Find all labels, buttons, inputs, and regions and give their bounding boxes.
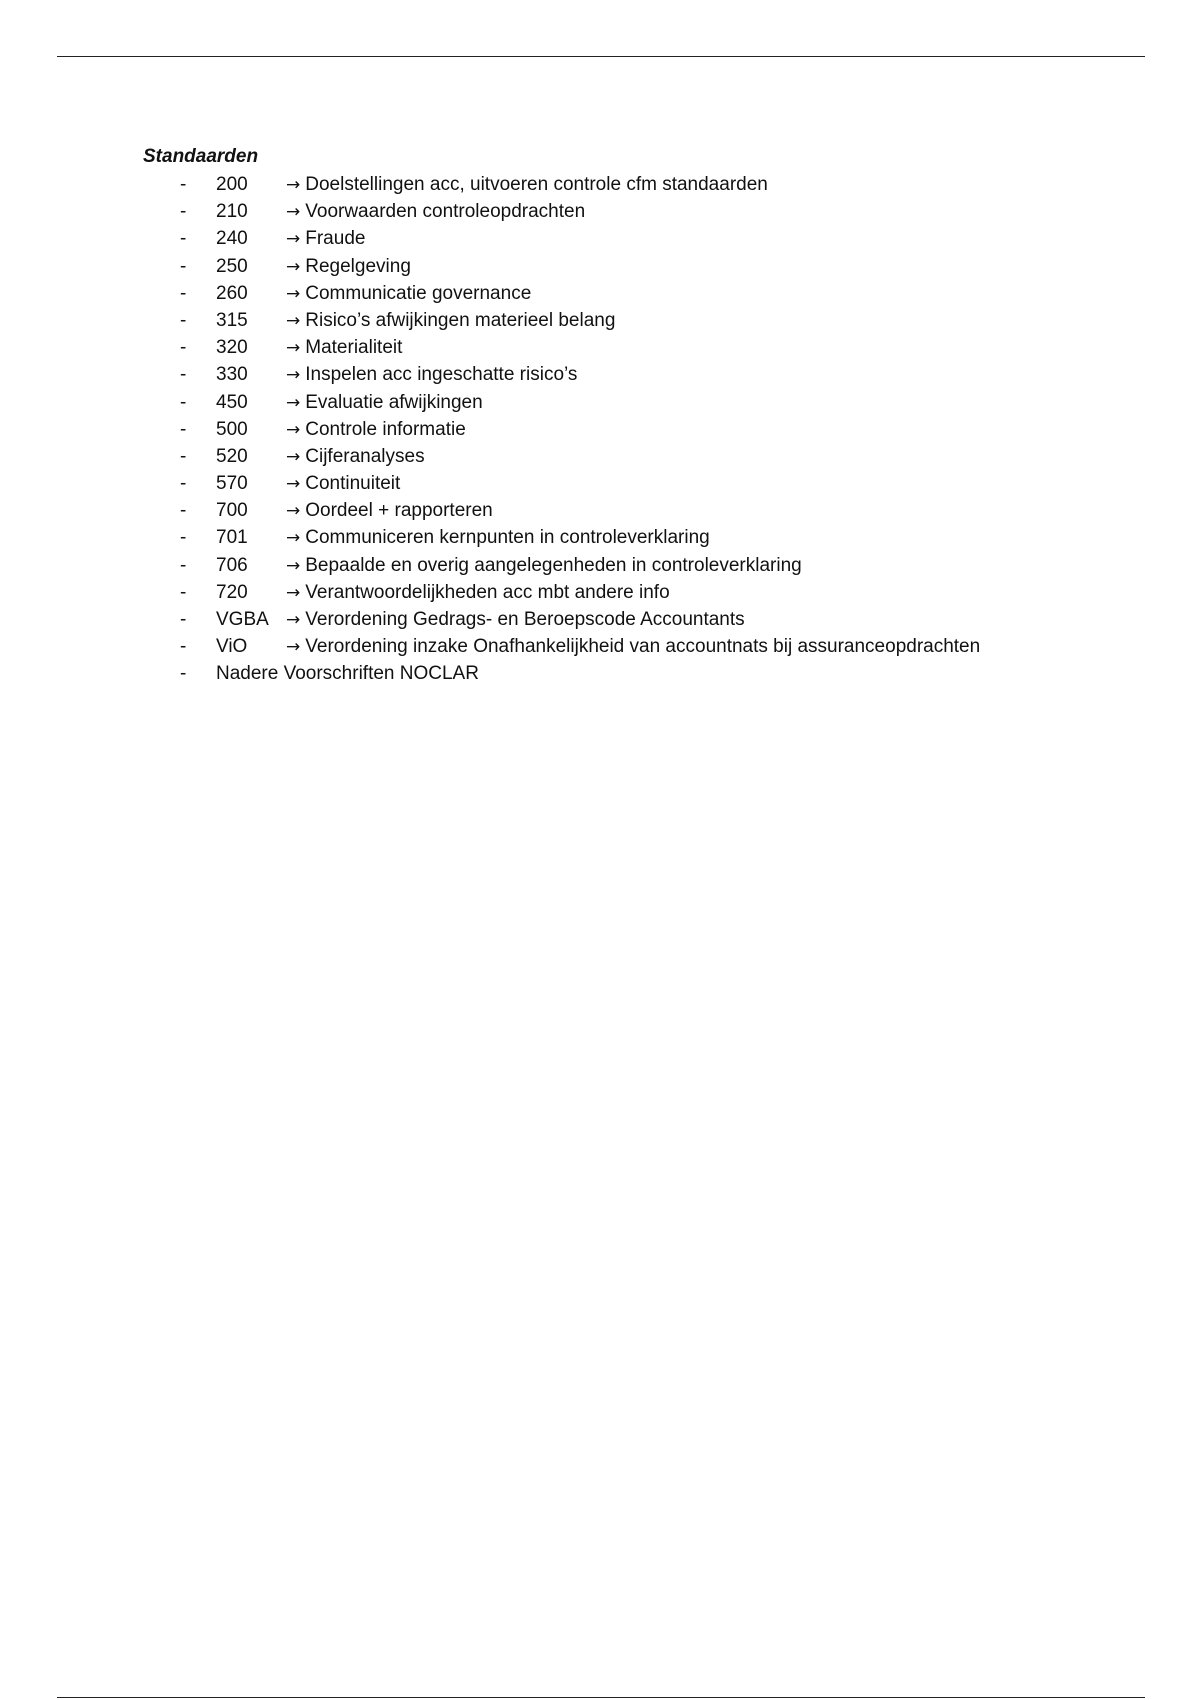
document-body xyxy=(143,144,1143,688)
arrow-right-icon: → xyxy=(286,392,301,413)
bullet-dash: - xyxy=(180,418,187,440)
standard-description xyxy=(286,524,710,552)
standard-code: 520 xyxy=(216,445,248,467)
standard-description-text: Controle informatie xyxy=(305,418,466,440)
standard-description xyxy=(286,443,425,471)
bullet-dash: - xyxy=(180,282,187,304)
list-item xyxy=(143,198,1143,225)
standard-description-text: Fraude xyxy=(305,228,366,250)
standard-description-text: Cijferanalyses xyxy=(305,445,425,467)
section-heading: Standaarden xyxy=(143,146,259,167)
standard-description xyxy=(286,253,411,281)
standard-description xyxy=(286,416,466,444)
arrow-right-icon: → xyxy=(286,365,301,386)
list-item xyxy=(143,497,1143,524)
standard-description xyxy=(286,389,483,417)
bullet-dash: - xyxy=(180,391,187,413)
standard-code: 570 xyxy=(216,473,248,495)
standard-code: 210 xyxy=(216,201,248,223)
list-item xyxy=(143,470,1143,497)
standard-description xyxy=(286,225,365,253)
bullet-dash: - xyxy=(180,581,187,603)
standard-description xyxy=(286,497,493,525)
list-item xyxy=(143,606,1143,633)
standard-description xyxy=(286,579,670,607)
standard-description xyxy=(286,552,802,580)
standard-code: 260 xyxy=(216,282,248,304)
standard-description xyxy=(286,606,745,634)
bullet-dash: - xyxy=(180,527,187,549)
bullet-dash: - xyxy=(180,445,187,467)
list-item xyxy=(143,225,1143,252)
arrow-right-icon: → xyxy=(286,202,301,223)
arrow-right-icon: → xyxy=(286,610,301,630)
standard-code: 315 xyxy=(216,309,248,331)
standard-code: 701 xyxy=(216,527,248,549)
standard-description xyxy=(286,171,768,199)
bullet-dash: - xyxy=(180,337,187,359)
bullet-dash: - xyxy=(180,364,187,386)
standard-code: 720 xyxy=(216,581,248,603)
arrow-right-icon: → xyxy=(286,474,301,495)
arrow-right-icon: → xyxy=(286,446,301,467)
standard-description-text: Materialiteit xyxy=(305,337,403,359)
arrow-right-icon: → xyxy=(286,256,301,277)
arrow-right-icon: → xyxy=(286,310,301,331)
footer-rule xyxy=(57,1697,1145,1698)
list-item xyxy=(143,443,1143,470)
standard-description-text: Inspelen acc ingeschatte risico’s xyxy=(305,364,578,386)
standard-description-text: Verantwoordelijkheden acc mbt andere info xyxy=(305,581,670,603)
list-item xyxy=(143,253,1143,280)
arrow-right-icon: → xyxy=(286,637,301,658)
list-item xyxy=(143,307,1143,334)
standard-description-text: Doelstellingen acc, uitvoeren controle cfm standaarden xyxy=(305,174,768,195)
standard-code: 320 xyxy=(216,337,248,359)
standard-description-text: Communiceren kernpunten in controleverklaring xyxy=(305,527,710,549)
standard-description-text: Bepaalde en overig aangelegenheden in controleverklaring xyxy=(305,554,802,576)
standard-code: 330 xyxy=(216,364,248,386)
list-item xyxy=(143,389,1143,416)
standard-description xyxy=(286,633,980,661)
bullet-dash: - xyxy=(180,636,187,658)
list-item xyxy=(143,660,1143,687)
standard-code: 250 xyxy=(216,255,248,277)
list-item xyxy=(143,552,1143,579)
standard-code: ViO xyxy=(216,636,248,658)
list-item xyxy=(143,633,1143,660)
bullet-dash: - xyxy=(180,201,187,223)
standard-description-text: Risico’s afwijkingen materieel belang xyxy=(305,309,616,331)
standard-description xyxy=(286,470,400,498)
standard-description-text: Communicatie governance xyxy=(305,282,532,304)
standard-code: VGBA xyxy=(216,609,269,630)
standard-description-text: Verordening inzake Onafhankelijkheid van accountnats bij assuranceopdrachten xyxy=(305,636,981,658)
bullet-dash: - xyxy=(180,228,187,250)
arrow-right-icon: → xyxy=(286,528,301,549)
arrow-right-icon: → xyxy=(286,229,301,250)
standards-list xyxy=(143,171,1143,688)
bullet-dash: - xyxy=(180,309,187,331)
bullet-dash: - xyxy=(180,174,187,195)
list-item xyxy=(143,334,1143,361)
bullet-dash: - xyxy=(180,663,187,685)
arrow-right-icon: → xyxy=(286,419,301,440)
bullet-dash: - xyxy=(180,500,187,522)
standard-description xyxy=(286,307,615,335)
standard-code: 450 xyxy=(216,391,248,413)
standard-code: 700 xyxy=(216,500,248,522)
arrow-right-icon: → xyxy=(286,283,301,304)
bullet-dash: - xyxy=(180,473,187,495)
list-item xyxy=(143,416,1143,443)
arrow-right-icon: → xyxy=(286,582,301,603)
standard-code: 706 xyxy=(216,554,248,576)
bullet-dash: - xyxy=(180,255,187,277)
standard-description-text: Continuiteit xyxy=(305,473,401,495)
standard-description xyxy=(286,198,585,226)
standard-code: 200 xyxy=(216,174,248,195)
list-item xyxy=(143,280,1143,307)
standard-description xyxy=(286,280,531,308)
standard-description-text: Voorwaarden controleopdrachten xyxy=(305,201,586,223)
standard-description-text: Regelgeving xyxy=(305,255,411,277)
arrow-right-icon: → xyxy=(286,338,301,359)
standard-description xyxy=(286,361,577,389)
arrow-right-icon: → xyxy=(286,501,301,522)
standard-description-text: Oordeel + rapporteren xyxy=(305,500,493,522)
standard-code: 500 xyxy=(216,418,248,440)
noclar-item-text: Nadere Voorschriften NOCLAR xyxy=(216,663,479,685)
standard-code: 240 xyxy=(216,228,248,250)
header-rule xyxy=(57,56,1145,57)
list-item xyxy=(143,524,1143,551)
list-item xyxy=(143,171,1143,198)
bullet-dash: - xyxy=(180,554,187,576)
bullet-dash: - xyxy=(180,609,187,630)
arrow-right-icon: → xyxy=(286,555,301,576)
list-item xyxy=(143,579,1143,606)
standard-description-text: Verordening Gedrags- en Beroepscode Accountants xyxy=(305,609,745,630)
standard-description-text: Evaluatie afwijkingen xyxy=(305,391,483,413)
list-item xyxy=(143,361,1143,388)
arrow-right-icon: → xyxy=(286,175,301,195)
standard-description xyxy=(286,334,402,362)
